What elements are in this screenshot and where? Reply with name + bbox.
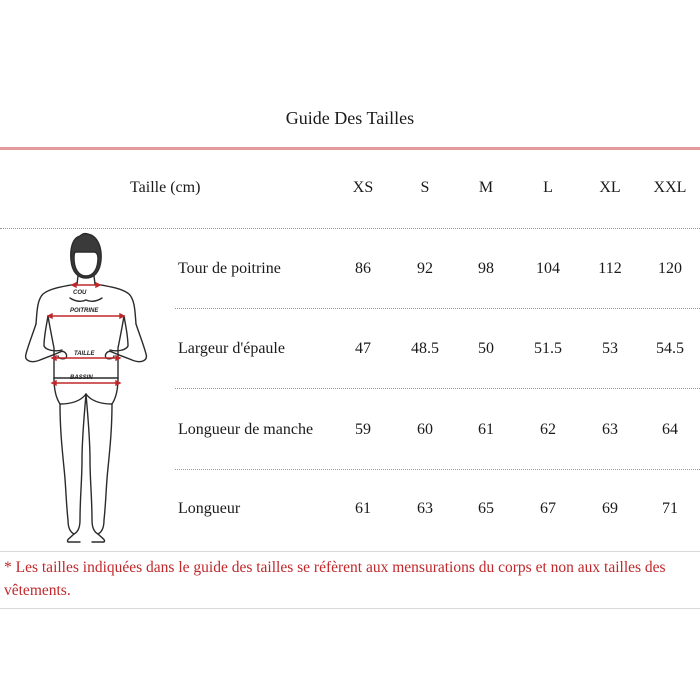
row-label-length: Longueur	[178, 500, 241, 517]
table-cell: 64	[662, 421, 678, 438]
table-cell: 67	[540, 500, 556, 517]
table-cell: 65	[478, 500, 494, 517]
row-divider	[175, 308, 700, 309]
row-label-sleeve: Longueur de manche	[178, 421, 314, 438]
table-cell: 48.5	[411, 340, 439, 357]
size-guide-note: * Les tailles indiquées dans le guide des tailles se réfèrent aux mensurations du corps et non aux tailles des vêtements.	[4, 559, 666, 599]
table-cell: 112	[598, 260, 622, 277]
row-divider	[175, 388, 700, 389]
table-cell: 69	[602, 500, 618, 517]
table-cell: 120	[658, 260, 682, 277]
table-cell: 86	[355, 260, 371, 277]
title-divider	[0, 147, 700, 150]
row-label-chest: Tour de poitrine	[178, 260, 281, 277]
table-cell: 71	[662, 500, 678, 517]
chest-label: POITRINE	[70, 308, 99, 314]
table-cell: 62	[540, 421, 556, 438]
table-cell: 53	[602, 340, 618, 357]
page-title: Guide Des Tailles	[285, 108, 415, 128]
body-measurement-figure	[10, 228, 160, 548]
table-cell: 63	[602, 421, 618, 438]
table-cell: 54.5	[656, 340, 684, 357]
size-header-xs: XS	[352, 179, 374, 196]
row-divider	[175, 469, 700, 470]
table-cell: 61	[355, 500, 371, 517]
table-cell: 60	[417, 421, 433, 438]
table-cell: 63	[417, 500, 433, 517]
table-cell: 47	[355, 340, 371, 357]
row-label-shoulder: Largeur d'épaule	[178, 340, 285, 357]
size-header-s: S	[420, 179, 430, 196]
table-cell: 51.5	[534, 340, 562, 357]
neck-label: COU	[73, 290, 87, 296]
size-header-m: M	[478, 179, 494, 196]
table-cell: 61	[478, 421, 494, 438]
waist-label: TAILLE	[74, 351, 95, 357]
size-header-l: L	[543, 179, 553, 196]
table-cell: 59	[355, 421, 371, 438]
hips-label: BASSIN	[70, 375, 93, 381]
table-cell: 50	[478, 340, 494, 357]
size-header-xl: XL	[599, 179, 621, 196]
table-cell: 104	[536, 260, 560, 277]
table-cell: 98	[478, 260, 494, 277]
table-cell: 92	[417, 260, 433, 277]
size-header-xxl: XXL	[653, 179, 687, 196]
size-header-label: Taille (cm)	[130, 179, 201, 196]
